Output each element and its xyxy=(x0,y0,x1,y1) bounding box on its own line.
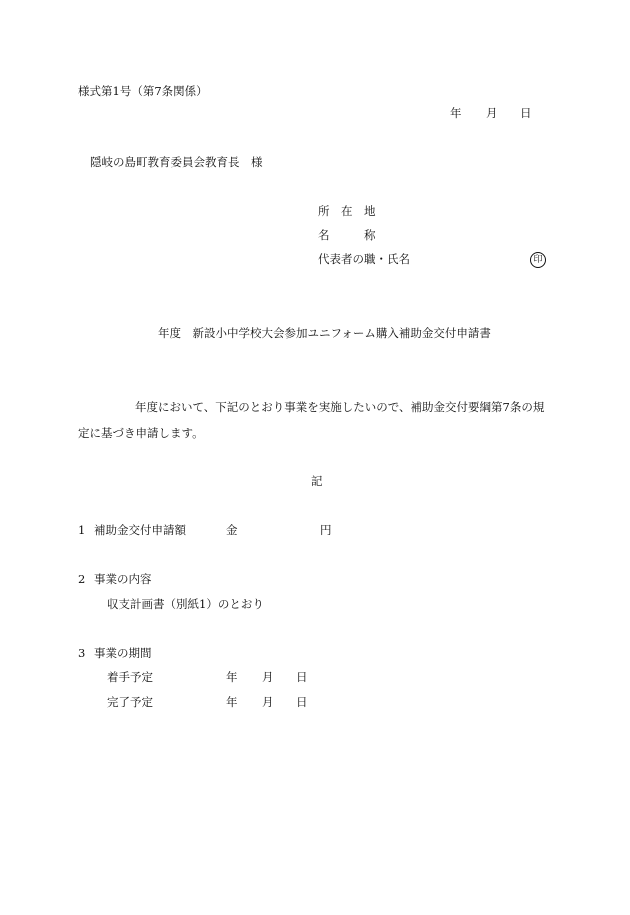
item-1-label: 補助金交付申請額 xyxy=(94,523,186,537)
end-day-label: 日 xyxy=(296,695,308,709)
item-2-number: 2 xyxy=(78,572,86,586)
start-label: 着手予定 xyxy=(107,670,153,684)
representative-label: 代表者の職・氏名 xyxy=(318,252,410,266)
start-day-label: 日 xyxy=(296,670,308,684)
date-day-label: 日 xyxy=(520,106,532,120)
end-label: 完了予定 xyxy=(107,695,153,709)
document-title: 年度 新設小中学校大会参加ユニフォーム購入補助金交付申請書 xyxy=(158,326,491,340)
item-1-prefix: 金 xyxy=(226,523,238,537)
item-1-number: 1 xyxy=(78,523,86,537)
start-month-label: 月 xyxy=(262,670,274,684)
item-3-number: 3 xyxy=(78,646,86,660)
item-2-detail: 収支計画書（別紙1）のとおり xyxy=(107,597,264,611)
name-label: 名 称 xyxy=(318,228,376,242)
end-month-label: 月 xyxy=(262,695,274,709)
item-2-label: 事業の内容 xyxy=(94,572,152,586)
form-number: 様式第1号（第7条関係） xyxy=(78,84,208,98)
address-label: 所 在 地 xyxy=(318,204,376,218)
addressee: 隠岐の島町教育委員会教育長 様 xyxy=(90,155,263,169)
item-3-label: 事業の期間 xyxy=(94,646,152,660)
body-line-1: 年度において、下記のとおり事業を実施したいので、補助金交付要綱第7条の規 xyxy=(135,400,545,414)
start-year-label: 年 xyxy=(226,670,238,684)
seal-mark: 印 xyxy=(530,252,546,268)
end-year-label: 年 xyxy=(226,695,238,709)
date-month-label: 月 xyxy=(486,106,498,120)
date-year-label: 年 xyxy=(450,106,462,120)
item-1-unit: 円 xyxy=(320,523,332,537)
body-line-2: 定に基づき申請します。 xyxy=(78,426,204,440)
ki-heading: 記 xyxy=(311,474,323,488)
